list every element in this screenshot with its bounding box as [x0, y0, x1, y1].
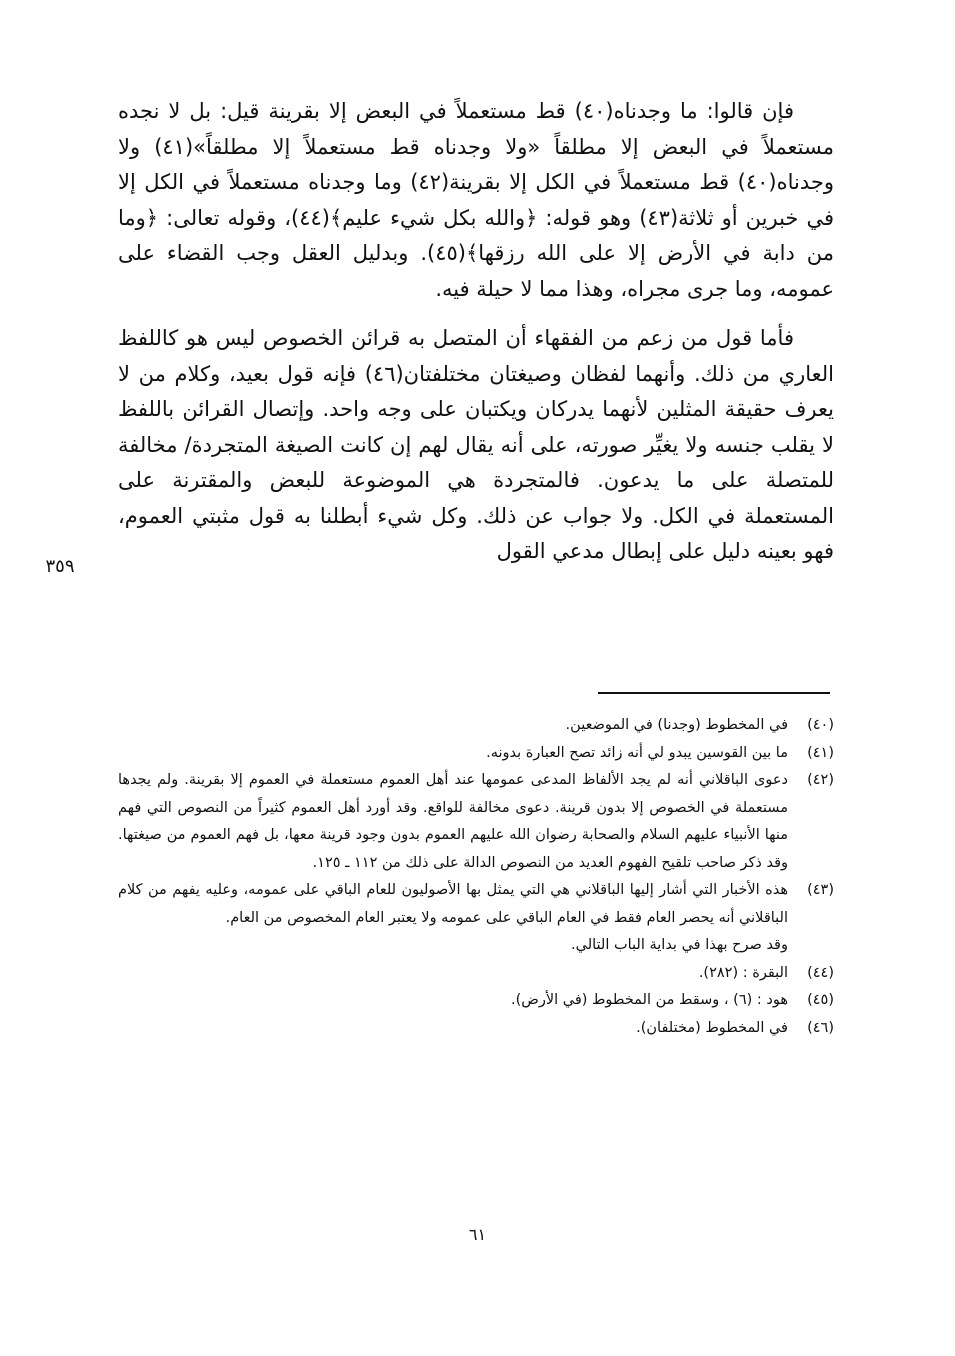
- footnotes: [118, 712, 834, 1042]
- footnote-text: هذه الأخبار التي أشار إليها الباقلاني هي التي يمثل بها الأصوليون للعام الباقي على عمومه، وعليه يفهم من كلام الباقلاني أنه يحصر العام فقط في العام الباقي على عمومه ولا يعتبر العام المخصوص من العام.: [118, 882, 788, 926]
- footnote-text: في المخطوط (مختلفان).: [636, 1019, 788, 1036]
- footnote: [118, 1015, 834, 1043]
- footnote-number: (٤٠): [807, 717, 834, 733]
- footnote-number: (٤٤): [807, 964, 834, 981]
- footnote-text: دعوى الباقلاني أنه لم يجد الألفاظ المدعى عمومها عند أهل العموم مستعملة في العموم إلا بقرينة. ولم يجدها مستعملة في الخصوص إلا بدون قرينة. دعوى مخالفة للواقع. وقد أورد أهل العموم كثيراً من النصوص التي فهم منها الأنبياء عليهم السلام والصحابة رضوان الله عليهم العموم بدون وجود قرينة معها، بل فهم العموم من صيغتها. وقد ذكر صاحب تلقيح الفهوم العديد من النصوص الدالة على ذلك من ١١٢ ـ ١٢٥.: [118, 772, 788, 871]
- footnote-text: ما بين القوسين يبدو لي أنه زائد تصح العبارة بدونه.: [486, 744, 788, 761]
- footnote-text: هود : (٦) ، وسقط من المخطوط (في الأرض).: [511, 992, 788, 1008]
- paragraph-2: فأما قول من زعم من الفقهاء أن المتصل به قرائن الخصوص ليس هو كاللفظ العاري من ذلك. وأنهما لفظان وصيغتان مختلفتان(٤٦) فإنه قول بعيد، وكلام من لا يعرف حقيقة المثلين لأنهما يدركان ويكتبان على وجه واحد. وإتصال القرائن باللفظ لا يقلب جنسه ولا يغيِّر صورته، على أنه يقال لهم إن كانت الصيغة المتجردة/ مخالفة للمتصلة على ما يدعون. فالمتجردة هي الموضوعة للبعض والمقترنة على المستعملة في الكل. ولا جواب عن ذلك. وكل شيء أبطلنا به قول مثبتي العموم، فهو بعينه دليل على إبطال مدعي القول: [118, 326, 834, 563]
- manuscript-page-number: ٣٥٩: [45, 556, 75, 577]
- footnote-text: البقرة : (٢٨٢).: [698, 964, 788, 981]
- page-number: ٦١: [468, 1225, 487, 1244]
- footnote-number: (٤٣): [807, 882, 834, 898]
- footnote: [118, 877, 834, 932]
- main-text: [118, 94, 834, 570]
- footnote: [118, 712, 834, 740]
- footnote: [118, 987, 834, 1015]
- footnote-separator: [598, 692, 830, 694]
- footnote: [118, 740, 834, 768]
- footnote: [118, 767, 834, 877]
- footnote-number: (٤١): [807, 744, 834, 761]
- footnote: [118, 960, 834, 988]
- footnote-number: (٤٥): [807, 992, 834, 1008]
- footnote-number: (٤٦): [807, 1019, 834, 1036]
- footnote-text: وقد صرح بهذا في بداية الباب التالي.: [571, 937, 788, 953]
- footnote-continuation: [118, 932, 834, 960]
- footnote-text: في المخطوط (وجدنا) في الموضعين.: [565, 717, 788, 733]
- paragraph-1: فإن قالوا: ما وجدناه(٤٠) قط مستعملاً في البعض إلا بقرينة قيل: بل لا نجده مستعملاً في البعض إلا مطلقاً «ولا وجدناه قط مستعملاً إلا مطلقاً»(٤١) ولا وجدناه(٤٠) قط مستعملاً في الكل إلا بقرينة(٤٢) وما وجدناه مستعملاً في الكل إلا في خبرين أو ثلاثة(٤٣) وهو قوله: ﴿والله بكل شيء عليم﴾(٤٤)، وقوله تعالى: ﴿وما من دابة في الأرض إلا على الله رزقها﴾(٤٥). وبدليل العقل وجب القضاء على عمومه، وما جرى مجراه، وهذا مما لا حيلة فيه.: [118, 99, 834, 301]
- footnote-number: (٤٢): [807, 772, 834, 788]
